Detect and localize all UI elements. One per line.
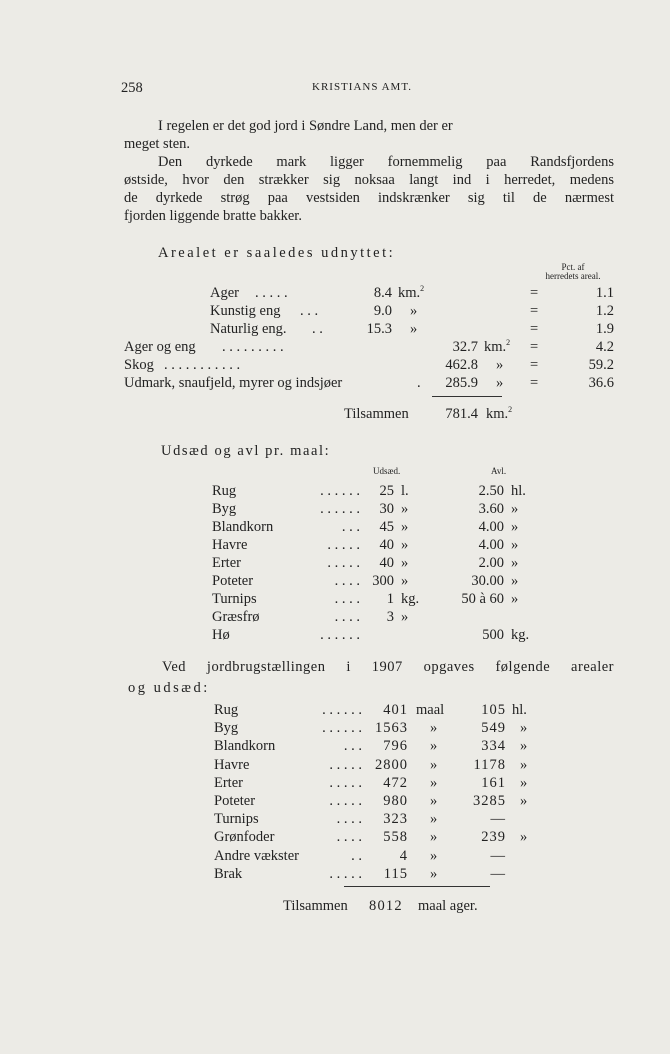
census-maal: 796 [383, 738, 408, 755]
seed-amount: 40 [379, 555, 394, 571]
intro-line-1: I regelen er det god jord i Søndre Land, men der er [158, 118, 453, 134]
yield-amount: 2.00 [478, 555, 504, 571]
census-hl-unit: » [520, 793, 528, 809]
seed-unit: l. [401, 483, 409, 499]
area-total-unit: km.$^2$ [486, 405, 513, 422]
census-maal: 1563 [375, 720, 408, 737]
census-maal-unit: » [430, 829, 438, 846]
seed-amount: 45 [379, 519, 394, 535]
census-maal: 472 [383, 774, 408, 791]
intro-line-6: fjorden liggende bratte bakker. [124, 208, 302, 224]
census-maal: 401 [383, 702, 408, 718]
area-value: 8.4 [373, 285, 392, 301]
census-dots: . . . . . [329, 774, 362, 791]
census-hl: 239 [481, 829, 506, 846]
area-total-rule [432, 396, 502, 397]
census-crop: Turnips [214, 811, 259, 828]
area-pct: 1.2 [595, 303, 614, 319]
yield-unit: » [511, 519, 519, 535]
seed-unit: » [401, 537, 409, 553]
census-hl: 3285 [473, 793, 506, 809]
census-crop: Havre [214, 756, 250, 773]
seed-crop: Poteter [212, 573, 254, 589]
census-maal-unit: » [430, 738, 438, 755]
seed-crop: Rug [212, 483, 237, 499]
area-dots: . . . . . . . . . . . [164, 357, 241, 373]
area-pct: 1.9 [595, 321, 614, 337]
yield-amount: 4.00 [478, 519, 504, 535]
census-maal: 115 [383, 865, 408, 882]
yield-unit: kg. [511, 627, 530, 643]
census-hl: — [490, 811, 506, 828]
area-eq: = [530, 303, 539, 319]
census-hl-unit: » [520, 774, 528, 791]
census-hl-unit: » [520, 738, 528, 755]
pct-header-line-1: Pct. af [561, 262, 585, 272]
area-eq: = [530, 321, 539, 337]
running-title: KRISTIANS AMT. [312, 81, 412, 93]
census-dots: . . . . . [329, 793, 362, 809]
census-dots: . . . . [336, 811, 362, 828]
census-hl-unit: » [520, 829, 528, 846]
yield-unit: » [511, 555, 519, 571]
area-unit: » [496, 357, 504, 373]
census-crop: Blandkorn [214, 738, 276, 755]
intro-line-3: Den dyrkede mark ligger fornemmelig paa Randsfjordens [158, 154, 614, 170]
census-maal-unit: » [430, 847, 438, 864]
census-crop: Byg [214, 720, 239, 737]
seed-dots: . . . . [334, 591, 360, 607]
census-dots: . . . . . [329, 756, 362, 773]
yield-amount: 30.00 [471, 573, 504, 589]
yield-unit: » [511, 501, 519, 517]
yield-unit: » [511, 573, 519, 589]
seed-heading: Udsæd og avl pr. maal: [161, 443, 331, 459]
census-dots: . . . . . [329, 865, 362, 882]
census-heading-line-1: Ved jordbrugstællingen i 1907 opgaves følgende arealer [162, 659, 614, 675]
census-maal-unit: » [430, 793, 438, 809]
census-maal: 4 [399, 847, 408, 864]
seed-crop: Hø [212, 627, 230, 643]
seed-crop: Havre [212, 537, 248, 553]
area-eq: = [530, 357, 539, 373]
seed-amount: 300 [372, 573, 394, 589]
seed-dots: . . . [341, 519, 360, 535]
area-pct: 4.2 [595, 339, 614, 355]
census-total-rule [344, 886, 490, 887]
area-eq: = [530, 285, 539, 301]
area-pct: 1.1 [595, 285, 614, 301]
census-heading-line-2: og udsæd: [128, 680, 210, 696]
area-eq: = [530, 375, 539, 391]
area-dots: . . . . . . . . . [222, 339, 284, 355]
census-maal-unit: » [430, 756, 438, 773]
seed-unit: » [401, 609, 409, 625]
area-dots: . . [312, 321, 323, 337]
yield-amount: 4.00 [478, 537, 504, 553]
seed-dots: . . . . . . [320, 501, 360, 517]
area-eq: = [530, 339, 539, 355]
area-unit: » [410, 321, 418, 337]
census-hl-unit: » [520, 756, 528, 773]
seed-amount: 30 [379, 501, 394, 517]
area-total-value: 781.4 [445, 406, 478, 422]
census-maal-unit: » [430, 811, 438, 828]
area-dots: . . . [300, 303, 319, 319]
census-crop: Rug [214, 702, 239, 718]
census-maal: 2800 [375, 756, 408, 773]
census-hl: — [490, 865, 506, 882]
seed-crop: Blandkorn [212, 519, 274, 535]
seed-col-header: Udsæd. [373, 466, 401, 476]
census-hl-unit: » [520, 720, 528, 737]
area-value: 32.7 [452, 339, 478, 355]
seed-dots: . . . . [334, 573, 360, 589]
seed-crop: Turnips [212, 591, 257, 607]
census-crop: Brak [214, 865, 243, 882]
yield-unit: hl. [511, 483, 526, 499]
seed-dots: . . . . . [327, 537, 360, 553]
census-maal: 980 [383, 793, 408, 809]
area-unit: km.$^2$ [398, 284, 425, 301]
yield-amount: 500 [482, 627, 504, 643]
seed-amount: 25 [379, 483, 394, 499]
census-dots: . . . . . . [322, 720, 362, 737]
area-dots: . [417, 375, 421, 391]
census-total-value: 8012 [369, 898, 403, 914]
census-dots: . . [351, 847, 362, 864]
yield-unit: » [511, 591, 519, 607]
area-unit: » [410, 303, 418, 319]
seed-crop: Erter [212, 555, 241, 571]
area-heading: Arealet er saaledes udnyttet: [158, 245, 396, 261]
area-label: Kunstig eng [210, 303, 281, 319]
area-unit: km.$^2$ [484, 338, 511, 355]
area-unit: » [496, 375, 504, 391]
area-label: Ager [210, 285, 239, 301]
seed-amount: 3 [386, 609, 394, 625]
area-total-label: Tilsammen [344, 406, 409, 422]
area-dots: . . . . . [255, 285, 288, 301]
yield-amount: 2.50 [478, 483, 504, 499]
seed-unit: » [401, 501, 409, 517]
seed-unit: » [401, 573, 409, 589]
page-number: 258 [121, 80, 143, 96]
pct-header-line-2: herredets areal. [545, 271, 601, 281]
census-hl: 1178 [473, 756, 506, 773]
seed-unit: kg. [401, 591, 420, 607]
intro-line-5: de dyrkede strøg paa vestsiden indskrænker sig til de nærmest [124, 190, 614, 206]
seed-dots: . . . . [334, 609, 360, 625]
intro-line-2: meget sten. [124, 136, 191, 152]
yield-unit: » [511, 537, 519, 553]
area-pct: 36.6 [588, 375, 614, 391]
census-maal: 558 [383, 829, 408, 846]
census-dots: . . . . [336, 829, 362, 846]
yield-amount: 50 à 60 [461, 591, 504, 607]
census-maal-unit: » [430, 720, 438, 737]
census-maal-unit: » [430, 774, 438, 791]
census-dots: . . . [343, 738, 362, 755]
seed-dots: . . . . . . [320, 627, 360, 643]
census-crop: Andre vækster [214, 847, 299, 864]
area-label: Skog [124, 357, 154, 373]
seed-dots: . . . . . [327, 555, 360, 571]
census-crop: Erter [214, 774, 243, 791]
seed-dots: . . . . . . [320, 483, 360, 499]
census-crop: Poteter [214, 793, 256, 809]
census-hl: 334 [481, 738, 506, 755]
seed-amount: 1 [386, 591, 394, 607]
area-label: Ager og eng [124, 339, 196, 355]
area-value: 9.0 [373, 303, 392, 319]
area-value: 15.3 [366, 321, 392, 337]
seed-crop: Græsfrø [212, 609, 260, 625]
area-label: Udmark, snaufjeld, myrer og indsjøer [124, 375, 343, 391]
census-maal: 323 [383, 811, 408, 828]
census-hl: 549 [481, 720, 506, 737]
census-maal-unit: » [430, 865, 438, 882]
seed-amount: 40 [379, 537, 394, 553]
area-label: Naturlig eng. [210, 321, 287, 337]
yield-col-header: Avl. [491, 466, 507, 476]
census-total-label: Tilsammen [283, 898, 348, 914]
census-hl: 105 [481, 702, 506, 718]
area-pct: 59.2 [588, 357, 614, 373]
census-hl: 161 [481, 774, 506, 791]
census-crop: Grønfoder [214, 829, 275, 846]
intro-line-4: østside, hvor den strækker sig noksaa langt ind i herredet, medens [124, 172, 614, 188]
seed-unit: » [401, 519, 409, 535]
yield-amount: 3.60 [478, 501, 504, 517]
census-hl: — [490, 847, 506, 864]
census-hl-unit: hl. [512, 702, 527, 718]
census-total-unit: maal ager. [418, 898, 478, 914]
area-value: 462.8 [445, 357, 478, 373]
seed-unit: » [401, 555, 409, 571]
census-dots: . . . . . . [322, 702, 362, 718]
census-maal-unit: maal [416, 702, 445, 718]
seed-crop: Byg [212, 501, 237, 517]
area-value: 285.9 [445, 375, 478, 391]
